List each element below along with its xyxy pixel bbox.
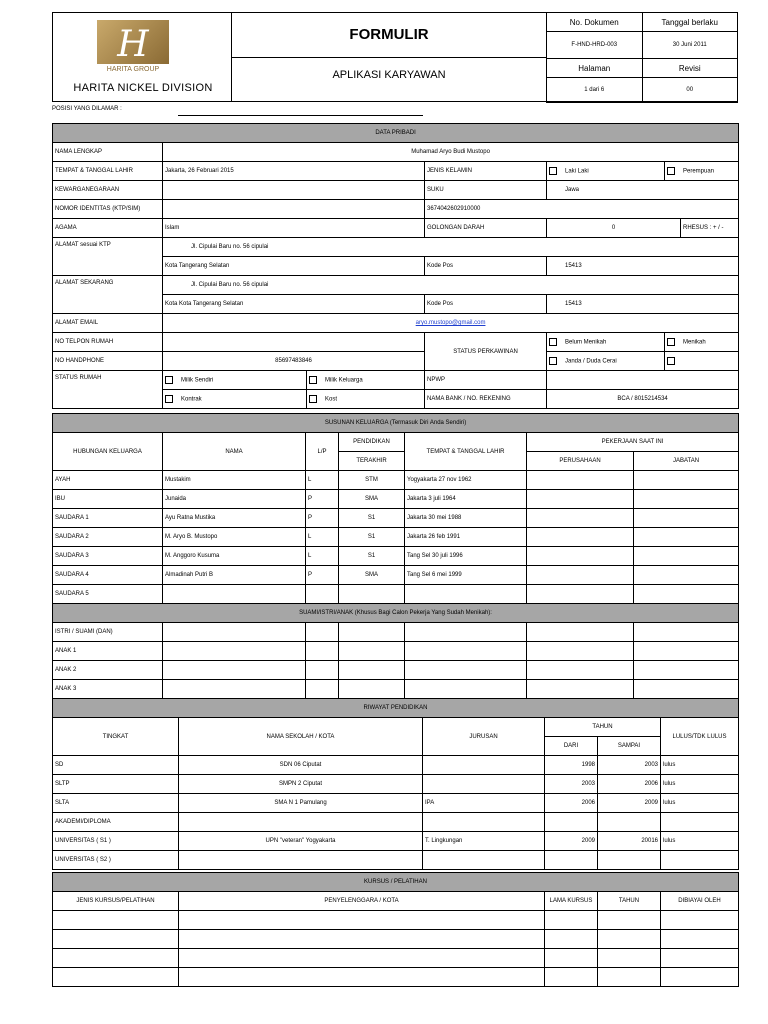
agama-field[interactable]: Islam — [163, 219, 425, 238]
suami-blank-cell[interactable] — [405, 680, 527, 699]
keluarga-nama-cell[interactable]: M. Anggoro Kusuma — [163, 547, 306, 566]
kawin-extra-option[interactable] — [665, 352, 739, 371]
perempuan-label: Perempuan — [683, 168, 715, 175]
keluarga-blank-cell[interactable] — [634, 547, 739, 566]
janda-checkbox[interactable] — [549, 357, 557, 365]
table-row — [53, 775, 739, 794]
gol-label: GOLONGAN DARAH — [425, 219, 547, 238]
suami-label-cell: ANAK 2 — [53, 661, 163, 680]
form-title: FORMULIR — [349, 26, 429, 43]
menikah-label: Menikah — [683, 339, 706, 346]
nama-field[interactable]: Muhamad Aryo Budi Mustopo — [163, 143, 739, 162]
pend-jurusan-cell[interactable] — [423, 775, 545, 794]
keluarga-hub-cell[interactable]: SAUDARA 3 — [53, 547, 163, 566]
keluarga-table — [52, 413, 739, 699]
pend-tingkat-cell[interactable]: SD — [53, 756, 179, 775]
milik-label: Milik Sendiri — [181, 377, 214, 384]
pend-lulus-cell[interactable]: lulus — [661, 775, 739, 794]
keluarga-blank-cell[interactable] — [634, 471, 739, 490]
pend-lulus-cell[interactable]: lulus — [661, 794, 739, 813]
jk-perempuan-option[interactable] — [665, 162, 739, 181]
npwp-label: NPWP — [425, 371, 547, 390]
pendidikan-rows — [53, 756, 739, 870]
table-row — [53, 509, 739, 528]
date-value: 30 Juni 2011 — [642, 32, 738, 59]
id-label: NOMOR IDENTITAS (KTP/SIM) — [53, 200, 163, 219]
suami-blank-cell[interactable] — [339, 642, 405, 661]
h-jurusan: JURUSAN — [423, 718, 545, 756]
keluarga-blank-cell[interactable] — [634, 566, 739, 585]
milik-kel-label: Milik Keluarga — [325, 377, 363, 384]
suami-blank-cell[interactable] — [634, 661, 739, 680]
keluarga-ttl-cell[interactable]: Jakarta 3 juli 1964 — [405, 490, 527, 509]
keluarga-blank-cell[interactable] — [527, 471, 634, 490]
keluarga-nama-cell[interactable]: Mustakim — [163, 471, 306, 490]
h-lulus: LULUS/TDK LULUS — [661, 718, 739, 756]
logo-h-icon — [97, 20, 169, 64]
hp-field[interactable]: 85697483846 — [163, 352, 425, 371]
table-row — [53, 490, 739, 509]
pend-sekolah-cell[interactable]: SMA N 1 Pamulang — [179, 794, 423, 813]
suami-blank-cell[interactable] — [405, 661, 527, 680]
keluarga-pend-cell[interactable]: S1 — [339, 547, 405, 566]
keluarga-blank-cell[interactable] — [527, 547, 634, 566]
date-label: Tanggal berlaku — [642, 13, 738, 32]
telp-label: NO TELPON RUMAH — [53, 333, 163, 352]
keluarga-pend-cell[interactable]: SMA — [339, 566, 405, 585]
h-kursus-tahun: TAHUN — [598, 892, 661, 911]
keluarga-blank-cell[interactable] — [527, 509, 634, 528]
kodepos-field[interactable]: 15413 — [547, 257, 739, 276]
telp-field[interactable] — [163, 333, 425, 352]
pend-jurusan-cell[interactable]: IPA — [423, 794, 545, 813]
keluarga-blank-cell[interactable] — [634, 528, 739, 547]
kursus-blank-cell[interactable] — [545, 968, 598, 987]
kursus-blank-cell[interactable] — [598, 930, 661, 949]
keluarga-blank-cell[interactable] — [527, 566, 634, 585]
ktp-label: ALAMAT sesuai KTP — [53, 238, 163, 276]
pend-sampai-cell[interactable]: 2006 — [598, 775, 661, 794]
suami-blank-cell[interactable] — [306, 680, 339, 699]
kursus-table — [52, 872, 739, 987]
kursus-blank-cell[interactable] — [661, 911, 739, 930]
suami-blank-cell[interactable] — [306, 661, 339, 680]
pend-tingkat-cell[interactable]: UNIVERSITAS ( S2 ) — [53, 851, 179, 870]
kontrak-option[interactable] — [163, 390, 307, 409]
keluarga-lp-cell[interactable]: L — [306, 528, 339, 547]
kontrak-label: Kontrak — [181, 396, 202, 403]
suami-blank-cell[interactable] — [527, 661, 634, 680]
kontrak-checkbox[interactable] — [165, 395, 173, 403]
keluarga-hub-cell[interactable]: AYAH — [53, 471, 163, 490]
pend-dari-cell[interactable]: 1998 — [545, 756, 598, 775]
belum-label: Belum Menikah — [565, 339, 607, 346]
gol-field[interactable]: 0 — [547, 219, 681, 238]
agama-label: AGAMA — [53, 219, 163, 238]
kursus-rows — [53, 911, 739, 987]
keluarga-blank-cell[interactable] — [634, 490, 739, 509]
pend-lulus-cell[interactable] — [661, 813, 739, 832]
kursus-blank-cell[interactable] — [545, 949, 598, 968]
keluarga-lp-cell[interactable]: L — [306, 547, 339, 566]
table-row — [53, 813, 739, 832]
perempuan-checkbox[interactable] — [667, 167, 675, 175]
pend-jurusan-cell[interactable] — [423, 756, 545, 775]
skr-label: ALAMAT SEKARANG — [53, 276, 163, 314]
janda-label: Janda / Duda Cerai — [565, 358, 617, 365]
id-blank — [163, 200, 425, 219]
pend-sampai-cell[interactable]: 2003 — [598, 756, 661, 775]
rev-label: Revisi — [642, 59, 738, 78]
suami-blank-cell[interactable] — [306, 623, 339, 642]
belum-checkbox[interactable] — [549, 338, 557, 346]
table-row — [53, 471, 739, 490]
pend-tingkat-cell[interactable]: UNIVERSITAS ( S1 ) — [53, 832, 179, 851]
keluarga-pend-cell[interactable]: STM — [339, 471, 405, 490]
suami-blank-cell[interactable] — [163, 680, 306, 699]
hp-label: NO HANDPHONE — [53, 352, 163, 371]
milik-kel-option[interactable] — [307, 371, 425, 390]
pend-dari-cell[interactable]: 2009 — [545, 832, 598, 851]
ttl-label: TEMPAT & TANGGAL LAHIR — [53, 162, 163, 181]
kursus-blank-cell[interactable] — [545, 911, 598, 930]
section-suami: SUAMI/ISTRI/ANAK (Khusus Bagi Calon Pekerja Yang Sudah Menikah): — [53, 604, 739, 623]
kursus-blank-cell[interactable] — [598, 911, 661, 930]
bank-field[interactable]: BCA / 8015214534 — [547, 390, 739, 409]
kawin-label: STATUS PERKAWINAN — [425, 333, 547, 371]
h-perusahaan: PERUSAHAAN — [527, 452, 634, 471]
milik-checkbox[interactable] — [165, 376, 173, 384]
h-nama: NAMA — [163, 433, 306, 471]
pend-dari-cell[interactable]: 2003 — [545, 775, 598, 794]
kursus-blank-cell[interactable] — [598, 949, 661, 968]
suami-blank-cell[interactable] — [634, 642, 739, 661]
pend-dari-cell[interactable] — [545, 851, 598, 870]
npwp-field[interactable] — [547, 371, 739, 390]
email-link[interactable]: aryo.mustopo@gmail.com — [415, 320, 486, 326]
skr-line1[interactable]: Jl. Cipulai Baru no. 56 cipulai — [163, 276, 739, 295]
table-row — [53, 851, 739, 870]
pend-lulus-cell[interactable] — [661, 851, 739, 870]
suami-blank-cell[interactable] — [163, 642, 306, 661]
pend-sampai-cell[interactable]: 20016 — [598, 832, 661, 851]
pend-dari-cell[interactable] — [545, 813, 598, 832]
table-row — [53, 794, 739, 813]
keluarga-blank-cell[interactable] — [527, 585, 634, 604]
suami-blank-cell[interactable] — [163, 623, 306, 642]
menikah-option[interactable] — [665, 333, 739, 352]
doc-info-table — [546, 12, 738, 103]
laki-label: Laki Laki — [565, 168, 589, 175]
keluarga-pend-cell[interactable]: S1 — [339, 528, 405, 547]
main-form-table — [52, 123, 739, 409]
h-ttl: TEMPAT & TANGGAL LAHIR — [405, 433, 527, 471]
pend-tingkat-cell[interactable]: SLTA — [53, 794, 179, 813]
table-row — [53, 930, 739, 949]
h-peny: PENYELENGGARA / KOTA — [179, 892, 545, 911]
kursus-blank-cell[interactable] — [598, 968, 661, 987]
h-lama: LAMA KURSUS — [545, 892, 598, 911]
menikah-checkbox[interactable] — [667, 338, 675, 346]
keluarga-pend-cell[interactable]: SMA — [339, 490, 405, 509]
table-row — [53, 642, 739, 661]
page-value: 1 dari 6 — [547, 78, 643, 103]
suami-label-cell: ANAK 1 — [53, 642, 163, 661]
kursus-blank-cell[interactable] — [545, 930, 598, 949]
ktp-line2[interactable]: Kota Tangerang Selatan — [163, 257, 425, 276]
pend-sampai-cell[interactable] — [598, 813, 661, 832]
pend-tingkat-cell[interactable]: AKADEMI/DIPLOMA — [53, 813, 179, 832]
h-tingkat: TINGKAT — [53, 718, 179, 756]
kost-label: Kost — [325, 396, 338, 403]
posisi-label: POSISI YANG DILAMAR : — [52, 106, 122, 112]
h-biaya: DIBIAYAI OLEH — [661, 892, 739, 911]
ktp-line1[interactable]: Jl. Cipulai Baru no. 56 cipulai — [163, 238, 739, 257]
bank-label: NAMA BANK / NO. REKENING — [425, 390, 547, 409]
keluarga-ttl-cell[interactable]: Tang Sel 30 juli 1996 — [405, 547, 527, 566]
pend-sampai-cell[interactable]: 2009 — [598, 794, 661, 813]
pendidikan-table — [52, 698, 739, 870]
email-field[interactable] — [163, 314, 739, 333]
kursus-blank-cell[interactable] — [661, 949, 739, 968]
pend-sekolah-cell[interactable]: SDN 06 Ciputat — [179, 756, 423, 775]
ttl-field[interactable]: Jakarta, 26 Februari 2015 — [163, 162, 425, 181]
keluarga-nama-cell[interactable]: M. Aryo B. Mustopo — [163, 528, 306, 547]
rev-value: 00 — [642, 78, 738, 103]
milik-kel-checkbox[interactable] — [309, 376, 317, 384]
doc-value: F-HND-HRD-003 — [547, 32, 643, 59]
keluarga-lp-cell[interactable]: P — [306, 566, 339, 585]
logo-mark — [97, 20, 169, 64]
suami-blank-cell[interactable] — [339, 680, 405, 699]
pend-sekolah-cell[interactable] — [179, 851, 423, 870]
rhesus-field[interactable]: RHESUS : + / - — [681, 219, 739, 238]
keluarga-blank-cell[interactable] — [634, 585, 739, 604]
kodepos-label: Kode Pos — [425, 257, 547, 276]
kursus-blank-cell[interactable] — [53, 911, 179, 930]
keluarga-ttl-cell[interactable]: Jakarta 30 mei 1988 — [405, 509, 527, 528]
table-row — [53, 832, 739, 851]
wn-field[interactable] — [163, 181, 425, 200]
kursus-blank-cell[interactable] — [661, 930, 739, 949]
keluarga-blank-cell[interactable] — [634, 509, 739, 528]
table-row — [53, 566, 739, 585]
suami-blank-cell[interactable] — [306, 642, 339, 661]
kursus-blank-cell[interactable] — [179, 968, 545, 987]
jk-laki-option[interactable] — [547, 162, 665, 181]
kost-option[interactable] — [307, 390, 425, 409]
h-hub: HUBUNGAN KELUARGA — [53, 433, 163, 471]
keluarga-blank-cell[interactable] — [527, 490, 634, 509]
email-label: ALAMAT EMAIL — [53, 314, 163, 333]
keluarga-nama-cell[interactable] — [163, 585, 306, 604]
pend-jurusan-cell[interactable] — [423, 813, 545, 832]
suami-blank-cell[interactable] — [339, 623, 405, 642]
kursus-blank-cell[interactable] — [53, 968, 179, 987]
keluarga-pend-cell[interactable]: S1 — [339, 509, 405, 528]
table-row — [53, 547, 739, 566]
suami-label-cell: ISTRI / SUAMI (DAN) — [53, 623, 163, 642]
suami-blank-cell[interactable] — [634, 623, 739, 642]
kodepos2-label: Kode Pos — [425, 295, 547, 314]
milik-option[interactable] — [163, 371, 307, 390]
keluarga-lp-cell[interactable]: L — [306, 471, 339, 490]
pend-sekolah-cell[interactable]: UPN "veteran" Yogyakarta — [179, 832, 423, 851]
kost-checkbox[interactable] — [309, 395, 317, 403]
janda-option[interactable] — [547, 352, 665, 371]
table-row — [53, 528, 739, 547]
h-jenis: JENIS KURSUS/PELATIHAN — [53, 892, 179, 911]
pend-jurusan-cell[interactable]: T. Lingkungan — [423, 832, 545, 851]
suami-rows — [53, 623, 739, 699]
h-jabatan: JABATAN — [634, 452, 739, 471]
kursus-blank-cell[interactable] — [53, 930, 179, 949]
nama-label: NAMA LENGKAP — [53, 143, 163, 162]
table-row — [53, 756, 739, 775]
h-pend: PENDIDIKAN — [339, 433, 405, 452]
keluarga-lp-cell[interactable]: P — [306, 509, 339, 528]
keluarga-hub-cell[interactable]: SAUDARA 5 — [53, 585, 163, 604]
table-row — [53, 585, 739, 604]
section-pendidikan: RIWAYAT PENDIDIKAN — [53, 699, 739, 718]
jk-label: JENIS KELAMIN — [425, 162, 547, 181]
table-row — [53, 911, 739, 930]
keluarga-lp-cell[interactable] — [306, 585, 339, 604]
suami-blank-cell[interactable] — [405, 642, 527, 661]
keluarga-hub-cell[interactable]: SAUDARA 2 — [53, 528, 163, 547]
table-row — [53, 949, 739, 968]
suku-label: SUKU — [425, 181, 547, 200]
svg-text:H: H — [117, 24, 149, 64]
suami-blank-cell[interactable] — [163, 661, 306, 680]
suami-blank-cell[interactable] — [527, 680, 634, 699]
form-subtitle: APLIKASI KARYAWAN — [332, 69, 446, 81]
table-row — [53, 661, 739, 680]
h-tahun: TAHUN — [545, 718, 661, 737]
kursus-blank-cell[interactable] — [179, 949, 545, 968]
posisi-input-line[interactable] — [178, 115, 423, 116]
keluarga-nama-cell[interactable]: Ayu Ratna Mustika — [163, 509, 306, 528]
h-kerja: PEKERJAAN SAAT INI — [527, 433, 739, 452]
suku-field[interactable]: Jawa — [547, 181, 739, 200]
pend-sekolah-cell[interactable]: SMPN 2 Ciputat — [179, 775, 423, 794]
table-row — [53, 680, 739, 699]
section-data-pribadi: DATA PRIBADI — [53, 124, 739, 143]
pend-lulus-cell[interactable]: lulus — [661, 756, 739, 775]
suami-blank-cell[interactable] — [405, 623, 527, 642]
logo-group: HARITA GROUP — [106, 66, 160, 73]
keluarga-ttl-cell[interactable]: Jakarta 26 feb 1991 — [405, 528, 527, 547]
section-kursus: KURSUS / PELATIHAN — [53, 873, 739, 892]
suami-label-cell: ANAK 3 — [53, 680, 163, 699]
keluarga-nama-cell[interactable]: Junaida — [163, 490, 306, 509]
doc-label: No. Dokumen — [547, 13, 643, 32]
pend-lulus-cell[interactable]: lulus — [661, 832, 739, 851]
section-keluarga: SUSUNAN KELUARGA (Termasuk Diri Anda Sendiri) — [53, 414, 739, 433]
pend-dari-cell[interactable]: 2006 — [545, 794, 598, 813]
suami-blank-cell[interactable] — [527, 623, 634, 642]
keluarga-pend-cell[interactable] — [339, 585, 405, 604]
skr-line2[interactable]: Kota Kota Tangerang Selatan — [163, 295, 425, 314]
suami-blank-cell[interactable] — [527, 642, 634, 661]
pend-jurusan-cell[interactable] — [423, 851, 545, 870]
kursus-blank-cell[interactable] — [179, 911, 545, 930]
kursus-blank-cell[interactable] — [53, 949, 179, 968]
laki-checkbox[interactable] — [549, 167, 557, 175]
page-label: Halaman — [547, 59, 643, 78]
h-terakhir: TERAKHIR — [339, 452, 405, 471]
pend-sekolah-cell[interactable] — [179, 813, 423, 832]
keluarga-ttl-cell[interactable]: Tang Sel 6 mei 1999 — [405, 566, 527, 585]
h-lp: L/P — [306, 433, 339, 471]
kawin-extra-checkbox[interactable] — [667, 357, 675, 365]
keluarga-ttl-cell[interactable] — [405, 585, 527, 604]
h-dari: DARI — [545, 737, 598, 756]
wn-label: KEWARGANEGARAAN — [53, 181, 163, 200]
suami-blank-cell[interactable] — [634, 680, 739, 699]
id-field[interactable]: 3674042602910000 — [425, 200, 739, 219]
suami-blank-cell[interactable] — [339, 661, 405, 680]
table-row — [53, 623, 739, 642]
pend-tingkat-cell[interactable]: SLTP — [53, 775, 179, 794]
pend-sampai-cell[interactable] — [598, 851, 661, 870]
keluarga-hub-cell[interactable]: SAUDARA 4 — [53, 566, 163, 585]
rumah-label: STATUS RUMAH — [53, 371, 163, 409]
division-name: HARITA NICKEL DIVISION — [73, 82, 213, 94]
keluarga-nama-cell[interactable]: Almadinah Putri B — [163, 566, 306, 585]
h-sampai: SAMPAI — [598, 737, 661, 756]
table-row — [53, 968, 739, 987]
belum-option[interactable] — [547, 333, 665, 352]
kursus-blank-cell[interactable] — [661, 968, 739, 987]
keluarga-hub-cell[interactable]: SAUDARA 1 — [53, 509, 163, 528]
kursus-blank-cell[interactable] — [179, 930, 545, 949]
kodepos2-field[interactable]: 15413 — [547, 295, 739, 314]
keluarga-lp-cell[interactable]: P — [306, 490, 339, 509]
keluarga-rows — [53, 471, 739, 604]
h-sekolah: NAMA SEKOLAH / KOTA — [179, 718, 423, 756]
keluarga-blank-cell[interactable] — [527, 528, 634, 547]
keluarga-hub-cell[interactable]: IBU — [53, 490, 163, 509]
keluarga-ttl-cell[interactable]: Yogyakarta 27 nov 1962 — [405, 471, 527, 490]
